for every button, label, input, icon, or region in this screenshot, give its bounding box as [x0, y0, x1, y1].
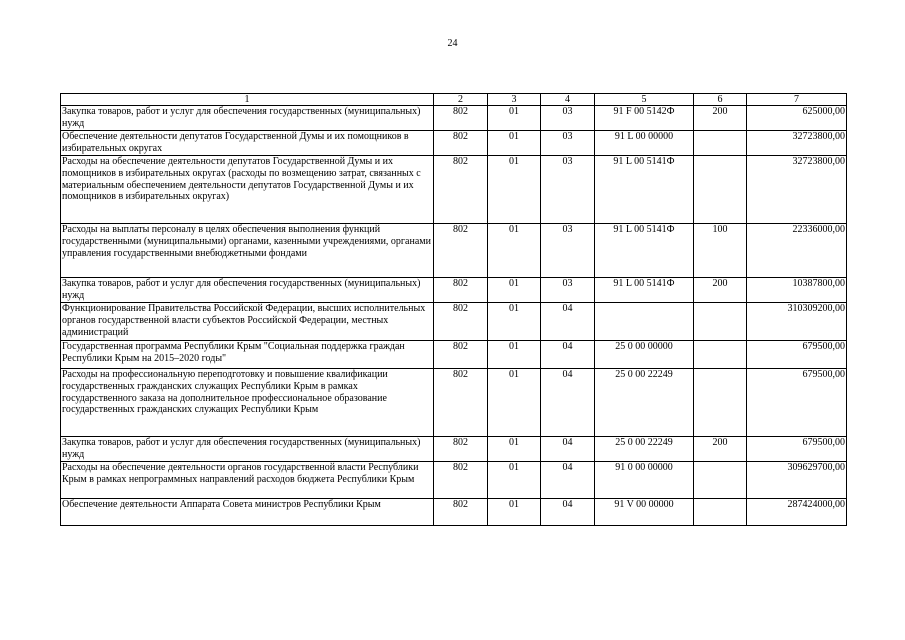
row-section-cell: 01 [488, 462, 541, 499]
row-subsection-cell: 04 [541, 369, 595, 437]
row-expense-type-cell [694, 131, 747, 156]
header-cell: 1 [61, 94, 434, 106]
row-name-cell: Расходы на профессиональную переподготовку и повышение квалификации государственных гражданских служащих Республики Крым в рамках государственного заказа на дополнительное профессиональное образование государственных гражданских служащих Республики Крым [61, 369, 434, 437]
row-department-cell: 802 [434, 437, 488, 462]
row-section-cell: 01 [488, 369, 541, 437]
row-name-cell: Закупка товаров, работ и услуг для обеспечения государственных (муниципальных) нужд [61, 278, 434, 303]
row-subsection-cell: 03 [541, 156, 595, 224]
row-section-cell: 01 [488, 224, 541, 278]
row-department-cell: 802 [434, 106, 488, 131]
row-target-item-cell: 25 0 00 22249 [595, 437, 694, 462]
row-target-item-cell: 91 L 00 5141Ф [595, 278, 694, 303]
row-amount-cell: 287424000,00 [747, 499, 847, 526]
table-body [61, 106, 847, 526]
row-subsection-cell: 03 [541, 278, 595, 303]
row-amount-cell: 310309200,00 [747, 303, 847, 341]
row-subsection-cell: 04 [541, 462, 595, 499]
row-department-cell: 802 [434, 369, 488, 437]
row-name-cell: Закупка товаров, работ и услуг для обеспечения государственных (муниципальных) нужд [61, 437, 434, 462]
row-subsection-cell: 03 [541, 224, 595, 278]
row-amount-cell: 309629700,00 [747, 462, 847, 499]
row-section-cell: 01 [488, 131, 541, 156]
row-amount-cell: 32723800,00 [747, 156, 847, 224]
row-department-cell: 802 [434, 278, 488, 303]
row-department-cell: 802 [434, 303, 488, 341]
row-amount-cell: 32723800,00 [747, 131, 847, 156]
table-row [61, 224, 847, 278]
row-subsection-cell: 03 [541, 131, 595, 156]
row-section-cell: 01 [488, 278, 541, 303]
header-cell: 2 [434, 94, 488, 106]
row-target-item-cell: 91 L 00 00000 [595, 131, 694, 156]
row-target-item-cell [595, 303, 694, 341]
row-amount-cell: 679500,00 [747, 369, 847, 437]
row-amount-cell: 625000,00 [747, 106, 847, 131]
row-amount-cell: 22336000,00 [747, 224, 847, 278]
row-subsection-cell: 04 [541, 499, 595, 526]
table-row [61, 131, 847, 156]
row-subsection-cell: 04 [541, 437, 595, 462]
row-section-cell: 01 [488, 106, 541, 131]
row-name-cell: Обеспечение деятельности Аппарата Совета министров Республики Крым [61, 499, 434, 526]
row-expense-type-cell: 200 [694, 437, 747, 462]
table-row [61, 278, 847, 303]
row-target-item-cell: 91 0 00 00000 [595, 462, 694, 499]
header-cell: 7 [747, 94, 847, 106]
row-section-cell: 01 [488, 499, 541, 526]
row-target-item-cell: 25 0 00 22249 [595, 369, 694, 437]
row-name-cell: Расходы на обеспечение деятельности депутатов Государственной Думы и их помощников в избирательных округах (расходы по возмещению затрат, связанных с материальным обеспечением деятельности депутатов Государственной Думы и их помощников в избирательных округах) [61, 156, 434, 224]
row-amount-cell: 679500,00 [747, 437, 847, 462]
row-expense-type-cell: 100 [694, 224, 747, 278]
row-subsection-cell: 03 [541, 106, 595, 131]
row-subsection-cell: 04 [541, 303, 595, 341]
header-cell: 6 [694, 94, 747, 106]
row-expense-type-cell [694, 369, 747, 437]
row-department-cell: 802 [434, 156, 488, 224]
header-row [61, 94, 847, 106]
row-target-item-cell: 91 V 00 00000 [595, 499, 694, 526]
row-department-cell: 802 [434, 499, 488, 526]
row-name-cell: Расходы на выплаты персоналу в целях обеспечения выполнения функций государственными (муниципальными) органами, казенными учреждениями, органами управления государственными внебюджетными фондами [61, 224, 434, 278]
row-department-cell: 802 [434, 224, 488, 278]
table-row [61, 462, 847, 499]
row-section-cell: 01 [488, 156, 541, 224]
row-expense-type-cell [694, 462, 747, 499]
row-expense-type-cell: 200 [694, 106, 747, 131]
row-name-cell: Функционирование Правительства Российской Федерации, высших исполнительных органов государственной власти субъектов Российской Федерации, местных администраций [61, 303, 434, 341]
table-row [61, 499, 847, 526]
header-cell: 3 [488, 94, 541, 106]
row-expense-type-cell [694, 156, 747, 224]
row-department-cell: 802 [434, 131, 488, 156]
table-row [61, 437, 847, 462]
row-target-item-cell: 91 F 00 5142Ф [595, 106, 694, 131]
row-expense-type-cell [694, 303, 747, 341]
table-row [61, 341, 847, 369]
row-expense-type-cell: 200 [694, 278, 747, 303]
table-row [61, 303, 847, 341]
row-name-cell: Обеспечение деятельности депутатов Государственной Думы и их помощников в избирательных округах [61, 131, 434, 156]
table-row [61, 106, 847, 131]
row-amount-cell: 679500,00 [747, 341, 847, 369]
row-section-cell: 01 [488, 341, 541, 369]
table-row [61, 369, 847, 437]
row-department-cell: 802 [434, 341, 488, 369]
row-name-cell: Закупка товаров, работ и услуг для обеспечения государственных (муниципальных) нужд [61, 106, 434, 131]
row-expense-type-cell [694, 341, 747, 369]
row-name-cell: Государственная программа Республики Крым "Социальная поддержка граждан Республики Крым на 2015–2020 годы" [61, 341, 434, 369]
header-cell: 5 [595, 94, 694, 106]
row-amount-cell: 10387800,00 [747, 278, 847, 303]
row-department-cell: 802 [434, 462, 488, 499]
row-target-item-cell: 25 0 00 00000 [595, 341, 694, 369]
row-expense-type-cell [694, 499, 747, 526]
row-name-cell: Расходы на обеспечение деятельности органов государственной власти Республики Крым в рамках непрограммных направлений расходов бюджета Республики Крым [61, 462, 434, 499]
page-number: 24 [447, 38, 458, 49]
row-section-cell: 01 [488, 303, 541, 341]
header-cell: 4 [541, 94, 595, 106]
row-section-cell: 01 [488, 437, 541, 462]
row-target-item-cell: 91 L 00 5141Ф [595, 224, 694, 278]
row-subsection-cell: 04 [541, 341, 595, 369]
budget-table [60, 93, 847, 526]
row-target-item-cell: 91 L 00 5141Ф [595, 156, 694, 224]
table-row [61, 156, 847, 224]
